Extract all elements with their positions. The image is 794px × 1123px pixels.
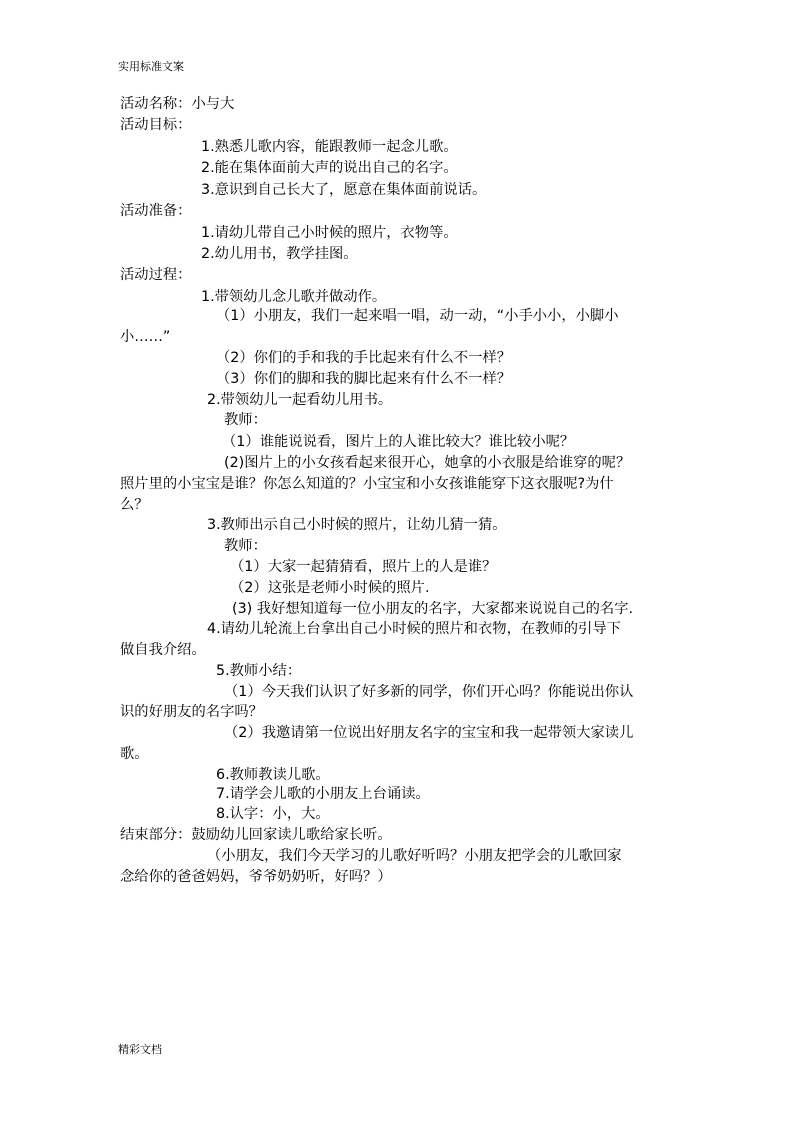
process-line: （2）我邀请第一位说出好朋友名字的宝宝和我一起带领大家读儿 — [224, 725, 634, 741]
process-line: （2）你们的手和我的手比起来有什么不一样？ — [216, 350, 512, 366]
process-line: 教师： — [224, 538, 267, 554]
process-line: 识的好朋友的名字吗？ — [120, 704, 263, 720]
process-line: 2.带领幼儿一起看幼儿用书。 — [207, 392, 393, 408]
process-line: 5.教师小结： — [216, 663, 302, 679]
process-line: 么？ — [120, 497, 149, 513]
prep-item: 1.请幼儿带自己小时候的照片，衣物等。 — [201, 225, 458, 241]
process-line: （1）今天我们认识了好多新的同学，你们开心吗？你能说出你认 — [224, 684, 634, 700]
process-line: 小……” — [120, 329, 171, 345]
goals-heading: 活动目标： — [120, 117, 192, 133]
process-line: 歌。 — [120, 746, 149, 762]
process-line: （1）大家一起猜猜看，照片上的人是谁？ — [230, 559, 497, 575]
goal-item: 1.熟悉儿歌内容，能跟教师一起念儿歌。 — [201, 139, 458, 155]
page-header: 实用标准文案 — [118, 60, 184, 73]
ending-line: 念给你的爸爸妈妈，爷爷奶奶听，好吗？） — [120, 869, 392, 885]
ending-heading: 结束部分：鼓励幼儿回家读儿歌给家长听。 — [120, 827, 392, 843]
process-line: 3.教师出示自己小时候的照片，让幼儿猜一猜。 — [207, 517, 507, 533]
process-line: （2）这张是老师小时候的照片. — [230, 580, 430, 596]
prep-item: 2.幼儿用书，教学挂图。 — [201, 246, 358, 262]
goal-item: 3.意识到自己长大了，愿意在集体面前说话。 — [201, 182, 487, 198]
process-line: 7.请学会儿歌的小朋友上台诵读。 — [216, 786, 430, 802]
process-line: 照片里的小宝宝是谁？你怎么知道的？小宝宝和小女孩谁能穿下这衣服呢?为什 — [120, 476, 614, 492]
process-line: 1.带领幼儿念儿歌并做动作。 — [201, 289, 387, 305]
ending-line: （小朋友，我们今天学习的儿歌好听吗？小朋友把学会的儿歌回家 — [207, 848, 622, 864]
process-heading: 活动过程： — [120, 267, 192, 283]
page-footer: 精彩文档 — [118, 1043, 162, 1056]
process-line: （3）你们的脚和我的脚比起来有什么不一样？ — [216, 371, 512, 387]
process-line: （1）小朋友，我们一起来唱一唱，动一动，“小手小小，小脚小 — [216, 308, 619, 324]
goal-item: 2.能在集体面前大声的说出自己的名字。 — [201, 160, 458, 176]
process-line: （1）谁能说说看，图片上的人谁比较大？谁比较小呢？ — [222, 434, 575, 450]
process-line: 教师： — [224, 412, 267, 428]
process-line: 做自我介绍。 — [120, 642, 206, 658]
prep-heading: 活动准备： — [120, 203, 192, 219]
process-line: 8.认字：小，大。 — [216, 806, 330, 822]
process-line: 4.请幼儿轮流上台拿出自己小时候的照片和衣物，在教师的引导下 — [207, 621, 621, 637]
process-line: 6.教师教读儿歌。 — [216, 767, 330, 783]
process-line: (2)图片上的小女孩看起来很开心，她拿的小衣服是给谁穿的呢？ — [224, 455, 631, 471]
activity-name: 活动名称：小与大 — [120, 96, 235, 112]
process-line: (3) 我好想知道每一位小朋友的名字，大家都来说说自己的名字. — [232, 601, 634, 617]
